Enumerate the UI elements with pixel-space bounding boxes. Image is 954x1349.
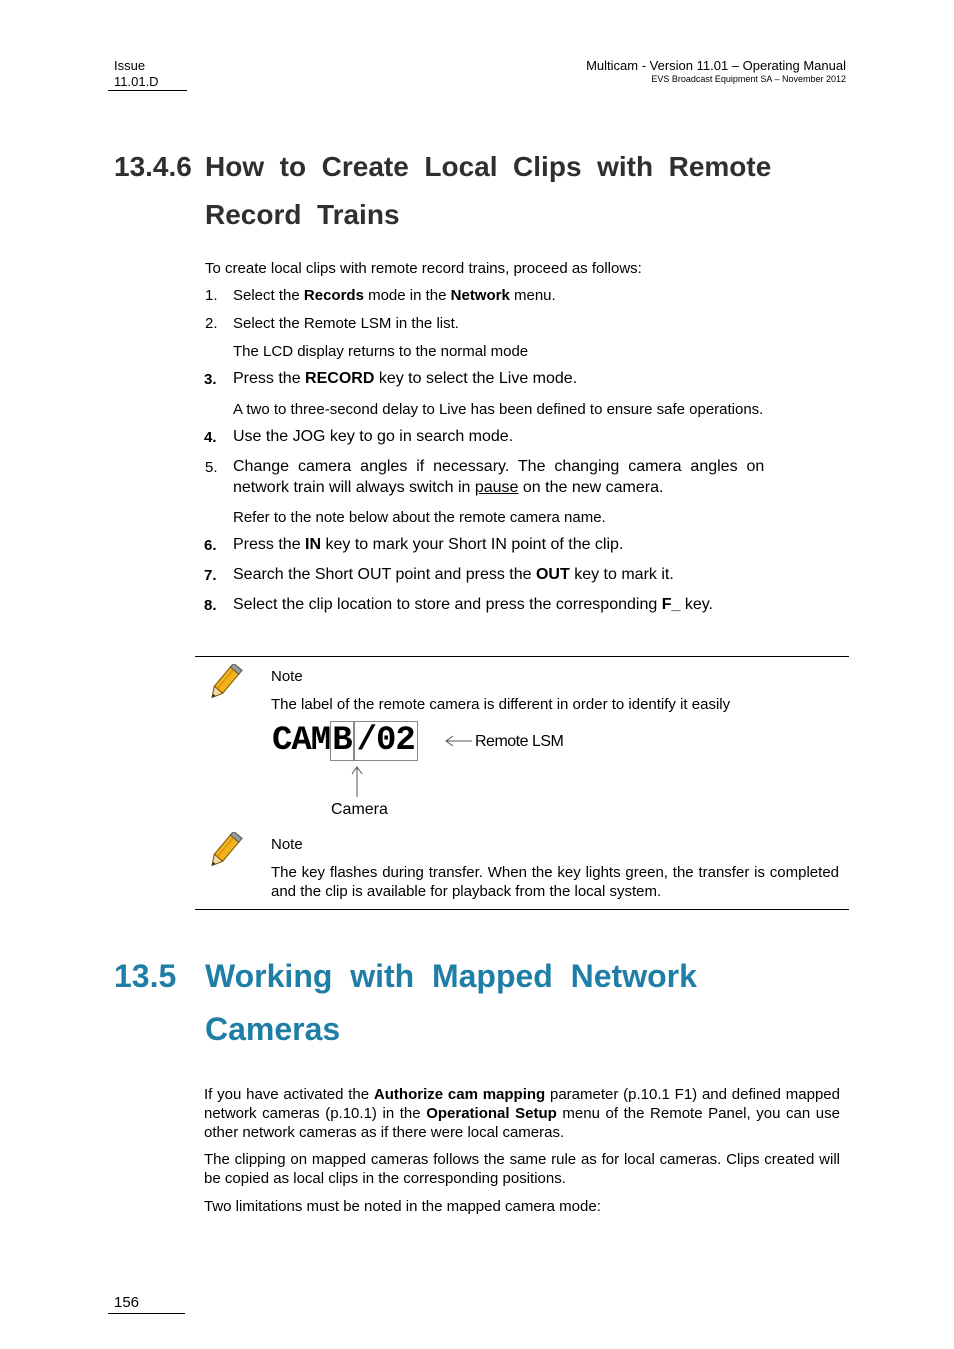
manual-title: Multicam - Version 11.01 – Operating Manual — [586, 58, 846, 73]
step-2-subnote: The LCD display returns to the normal mode — [233, 343, 529, 360]
lcd-lsm-number: /02 — [354, 721, 418, 761]
note-2-text: The key flashes during transfer. When the key lights green, the transfer is completed and the clip is available for playback from the local system. — [271, 864, 839, 900]
step-1-number: 1. — [205, 287, 218, 304]
section-1346-title-line2: Record Trains — [205, 199, 400, 230]
section-1346-intro: To create local clips with remote record trains, proceed as follows: — [205, 260, 642, 277]
step-5-line1: Change camera angles if necessary. The changing camera angles on — [233, 458, 765, 475]
note-1-text: The label of the remote camera is different in order to identify it easily — [271, 696, 731, 713]
step-3-text: Press the RECORD key to select the Live mode. — [233, 370, 578, 387]
footer-divider — [108, 1313, 185, 1314]
pause-term: pause — [474, 479, 519, 496]
header-divider — [108, 90, 187, 91]
publisher-line: EVS Broadcast Equipment SA – November 2012 — [651, 74, 846, 84]
section-135-number: 13.5 — [114, 958, 177, 994]
camera-label: Camera — [331, 801, 388, 818]
remote-lsm-label: Remote LSM — [475, 733, 564, 750]
step-6-number: 6. — [204, 537, 217, 554]
header-issue — [114, 58, 159, 90]
section-135-paragraph-1: If you have activated the Authorize cam mapping parameter (p.10.1 F1) and defined mapped network cameras (p.10.1) in the Operational Setup menu of the Remote Panel, you can use other network cameras as if there were local cameras. — [204, 1086, 840, 1141]
pencil-icon — [204, 832, 244, 872]
note-bottom-rule — [195, 909, 849, 910]
step-5-line2: network train will always switch in pause on the new camera. — [233, 479, 664, 496]
lcd-cam: CAM — [272, 722, 331, 760]
pencil-icon — [204, 664, 244, 704]
step-8-number: 8. — [204, 597, 217, 614]
section-1346-number: 13.4.6 — [114, 151, 192, 182]
note-1-title: Note — [271, 668, 303, 685]
step-1-text: Select the Records mode in the Network menu. — [233, 287, 556, 304]
step-6-text: Press the IN key to mark your Short IN point of the clip. — [233, 536, 624, 553]
section-1346-title-line1: How to Create Local Clips with Remote — [205, 151, 772, 182]
section-135-title-line1: Working with Mapped Network — [205, 958, 697, 994]
step-5-number: 5. — [205, 459, 218, 476]
step-2-text: Select the Remote LSM in the list. — [233, 315, 459, 332]
step-3-number: 3. — [204, 371, 217, 388]
note-2-title: Note — [271, 836, 303, 853]
step-4-text: Use the JOG key to go in search mode. — [233, 428, 514, 445]
note-top-rule — [195, 656, 849, 657]
page-number: 156 — [114, 1294, 140, 1311]
step-5-subnote: Refer to the note below about the remote camera name. — [233, 509, 606, 526]
step-3-subnote: A two to three-second delay to Live has been defined to ensure safe operations. — [233, 401, 764, 418]
issue-label: Issue — [114, 58, 146, 73]
step-8-text: Select the clip location to store and press the corresponding F_ key. — [233, 596, 713, 613]
section-135-paragraph-3: Two limitations must be noted in the mapped camera mode: — [204, 1198, 601, 1215]
issue-number: 11.01.D — [114, 74, 159, 89]
step-7-number: 7. — [204, 567, 217, 584]
step-2-number: 2. — [205, 315, 218, 332]
step-7-text: Search the Short OUT point and press the OUT key to mark it. — [233, 566, 674, 583]
step-4-number: 4. — [204, 429, 217, 446]
remote-camera-figure — [272, 722, 572, 822]
lcd-camera-letter: B — [332, 722, 352, 760]
section-135-title-line2: Cameras — [205, 1011, 341, 1047]
section-135-paragraph-2: The clipping on mapped cameras follows the same rule as for local cameras. Clips created will be copied as local clips in the corresponding positions. — [204, 1151, 840, 1187]
